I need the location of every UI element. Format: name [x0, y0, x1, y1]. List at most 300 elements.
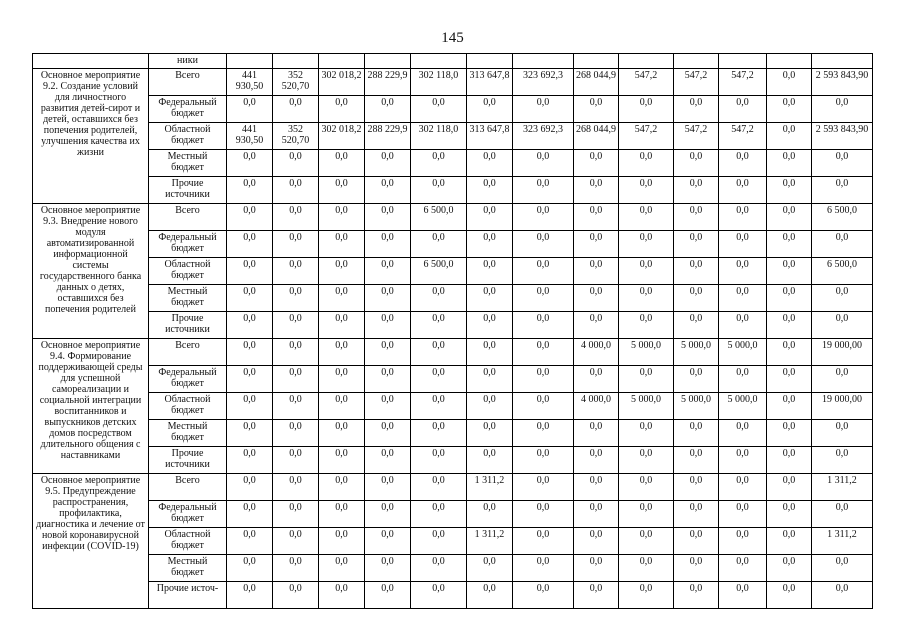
amount-cell: 0,0	[467, 177, 513, 204]
amount-cell: 0,0	[513, 501, 574, 528]
activity-name: Основное мероприятие 9.5. Предупреждение распространения, профилактика, диагностика и лечение от новой коронавирусной инфекции (COVID-19)	[33, 474, 149, 609]
amount-cell: 0,0	[227, 447, 273, 474]
amount-cell: 0,0	[227, 204, 273, 231]
table-row	[33, 69, 873, 96]
amount-cell: 0,0	[574, 285, 619, 312]
amount-cell: 0,0	[812, 420, 873, 447]
amount-cell: 0,0	[319, 96, 365, 123]
amount-cell: 0,0	[619, 285, 674, 312]
amount-cell: 441 930,50	[227, 123, 273, 150]
amount-cell: 0,0	[513, 285, 574, 312]
table-row	[33, 285, 873, 312]
amount-cell: 0,0	[273, 177, 319, 204]
amount-cell: 0,0	[619, 312, 674, 339]
amount-cell: 0,0	[227, 501, 273, 528]
amount-cell: 0,0	[719, 150, 767, 177]
table-row	[33, 177, 873, 204]
amount-cell: 0,0	[812, 96, 873, 123]
amount-cell: 268 044,9	[574, 123, 619, 150]
amount-cell: 0,0	[674, 312, 719, 339]
amount-cell: 0,0	[411, 474, 467, 501]
amount-cell: 0,0	[812, 231, 873, 258]
amount-cell: 0,0	[365, 231, 411, 258]
amount-cell: 0,0	[227, 177, 273, 204]
funding-source: Областной бюджет	[149, 123, 227, 150]
amount-cell: 547,2	[719, 123, 767, 150]
amount-cell: 0,0	[619, 447, 674, 474]
funding-source: Прочие источники	[149, 177, 227, 204]
amount-cell: 0,0	[674, 177, 719, 204]
amount-cell: 0,0	[574, 501, 619, 528]
amount-cell: 0,0	[227, 393, 273, 420]
amount-cell: 0,0	[319, 393, 365, 420]
amount-cell: 0,0	[719, 555, 767, 582]
amount-cell: 0,0	[619, 366, 674, 393]
amount-cell: 4 000,0	[574, 339, 619, 366]
amount-cell: 0,0	[467, 393, 513, 420]
amount-cell: 2 593 843,90	[812, 123, 873, 150]
amount-cell: 0,0	[273, 582, 319, 609]
amount-cell: 0,0	[411, 150, 467, 177]
amount-cell: 0,0	[319, 366, 365, 393]
amount-cell: 1 311,2	[467, 528, 513, 555]
amount-cell: 0,0	[513, 582, 574, 609]
amount-cell: 0,0	[767, 366, 812, 393]
amount-cell: 0,0	[719, 312, 767, 339]
amount-cell: 6 500,0	[812, 258, 873, 285]
funding-source: Всего	[149, 69, 227, 96]
amount-cell: 0,0	[619, 177, 674, 204]
amount-cell: 0,0	[467, 420, 513, 447]
amount-cell: 0,0	[319, 312, 365, 339]
funding-source: Всего	[149, 339, 227, 366]
funding-source: Местный бюджет	[149, 150, 227, 177]
amount-cell: 5 000,0	[619, 339, 674, 366]
amount-cell: 0,0	[674, 96, 719, 123]
amount-cell: 0,0	[767, 69, 812, 96]
amount-cell: 0,0	[767, 285, 812, 312]
amount-cell: 313 647,8	[467, 123, 513, 150]
amount-cell: 0,0	[574, 258, 619, 285]
amount-cell: 0,0	[227, 231, 273, 258]
amount-cell: 0,0	[674, 528, 719, 555]
amount-cell: 0,0	[227, 150, 273, 177]
amount-cell: 0,0	[411, 339, 467, 366]
amount-cell: 0,0	[365, 285, 411, 312]
amount-cell: 302 118,0	[411, 123, 467, 150]
funding-source: Областной бюджет	[149, 258, 227, 285]
amount-cell: 5 000,0	[619, 393, 674, 420]
amount-cell: 0,0	[227, 258, 273, 285]
amount-cell: 268 044,9	[574, 69, 619, 96]
amount-cell: 0,0	[719, 366, 767, 393]
amount-cell: 0,0	[719, 231, 767, 258]
amount-cell: 0,0	[674, 582, 719, 609]
activity-name: Основное мероприятие 9.4. Формирование поддерживающей среды для успешной самореализации и социальной интеграции воспитанников и выпускников детских домов посредством длительного общения с наставниками	[33, 339, 149, 474]
amount-cell: 323 692,3	[513, 69, 574, 96]
amount-cell: 0,0	[467, 258, 513, 285]
amount-cell: 0,0	[513, 231, 574, 258]
amount-cell: 0,0	[674, 258, 719, 285]
table-row	[33, 393, 873, 420]
amount-cell: 0,0	[467, 96, 513, 123]
amount-cell: 0,0	[365, 447, 411, 474]
table-row	[33, 312, 873, 339]
amount-cell: 0,0	[467, 447, 513, 474]
amount-cell: 6 500,0	[812, 204, 873, 231]
amount-cell: 0,0	[227, 285, 273, 312]
amount-cell: 1 311,2	[812, 474, 873, 501]
amount-cell: 0,0	[227, 528, 273, 555]
funding-source: Федеральный бюджет	[149, 231, 227, 258]
amount-cell: 302 018,2	[319, 123, 365, 150]
amount-cell: 6 500,0	[411, 204, 467, 231]
amount-cell: 0,0	[365, 393, 411, 420]
amount-cell: 0,0	[812, 366, 873, 393]
header-continuation-row	[33, 54, 873, 69]
amount-cell: 0,0	[319, 474, 365, 501]
amount-cell: 0,0	[513, 528, 574, 555]
amount-cell: 0,0	[767, 339, 812, 366]
amount-cell: 0,0	[574, 582, 619, 609]
amount-cell: 0,0	[319, 177, 365, 204]
amount-cell: 1 311,2	[812, 528, 873, 555]
amount-cell: 302 018,2	[319, 69, 365, 96]
amount-cell: 0,0	[619, 204, 674, 231]
table-row	[33, 582, 873, 609]
table-row	[33, 528, 873, 555]
amount-cell: 0,0	[767, 231, 812, 258]
amount-cell: 19 000,00	[812, 393, 873, 420]
amount-cell: 0,0	[227, 555, 273, 582]
amount-cell: 0,0	[411, 420, 467, 447]
amount-cell: 0,0	[674, 204, 719, 231]
amount-cell: 0,0	[365, 204, 411, 231]
amount-cell: 0,0	[674, 285, 719, 312]
amount-cell: 0,0	[513, 420, 574, 447]
header-continuation-empty	[33, 54, 149, 69]
amount-cell: 288 229,9	[365, 123, 411, 150]
amount-cell: 0,0	[574, 204, 619, 231]
amount-cell: 0,0	[674, 420, 719, 447]
amount-cell: 0,0	[273, 285, 319, 312]
amount-cell: 0,0	[273, 528, 319, 555]
amount-cell: 0,0	[319, 285, 365, 312]
amount-cell: 313 647,8	[467, 69, 513, 96]
amount-cell: 0,0	[411, 501, 467, 528]
funding-source: Всего	[149, 204, 227, 231]
amount-cell: 0,0	[674, 474, 719, 501]
amount-cell: 547,2	[719, 69, 767, 96]
amount-cell: 0,0	[674, 555, 719, 582]
amount-cell: 0,0	[719, 528, 767, 555]
amount-cell: 547,2	[674, 69, 719, 96]
amount-cell: 0,0	[767, 177, 812, 204]
amount-cell: 0,0	[467, 555, 513, 582]
amount-cell: 0,0	[467, 582, 513, 609]
amount-cell: 0,0	[812, 501, 873, 528]
amount-cell: 0,0	[411, 285, 467, 312]
amount-cell: 288 229,9	[365, 69, 411, 96]
amount-cell: 0,0	[513, 204, 574, 231]
table-row	[33, 420, 873, 447]
amount-cell: 0,0	[273, 339, 319, 366]
amount-cell: 0,0	[574, 177, 619, 204]
page-number: 145	[441, 30, 464, 46]
table-row	[33, 123, 873, 150]
amount-cell: 0,0	[273, 555, 319, 582]
funding-source: Местный бюджет	[149, 420, 227, 447]
amount-cell: 0,0	[513, 96, 574, 123]
amount-cell: 0,0	[365, 312, 411, 339]
amount-cell: 0,0	[513, 177, 574, 204]
amount-cell: 0,0	[467, 150, 513, 177]
amount-cell: 0,0	[674, 231, 719, 258]
amount-cell: 0,0	[227, 339, 273, 366]
amount-cell: 0,0	[574, 420, 619, 447]
amount-cell: 0,0	[467, 204, 513, 231]
amount-cell: 0,0	[513, 339, 574, 366]
amount-cell: 0,0	[365, 366, 411, 393]
amount-cell: 0,0	[319, 582, 365, 609]
amount-cell: 0,0	[619, 474, 674, 501]
amount-cell: 0,0	[767, 447, 812, 474]
amount-cell: 0,0	[767, 393, 812, 420]
amount-cell: 0,0	[619, 582, 674, 609]
amount-cell: 0,0	[767, 312, 812, 339]
amount-cell: 0,0	[767, 204, 812, 231]
amount-cell: 302 118,0	[411, 69, 467, 96]
amount-cell: 0,0	[227, 312, 273, 339]
funding-source: Областной бюджет	[149, 528, 227, 555]
table-row	[33, 339, 873, 366]
amount-cell: 0,0	[719, 474, 767, 501]
amount-cell: 5 000,0	[719, 393, 767, 420]
amount-cell: 0,0	[273, 231, 319, 258]
table-row	[33, 366, 873, 393]
funding-source: Областной бюджет	[149, 393, 227, 420]
amount-cell: 0,0	[812, 150, 873, 177]
header-continuation-text: ники	[149, 54, 227, 69]
table-row	[33, 501, 873, 528]
amount-cell: 0,0	[467, 339, 513, 366]
budget-table	[32, 53, 873, 609]
amount-cell: 0,0	[767, 96, 812, 123]
amount-cell: 0,0	[619, 528, 674, 555]
amount-cell: 0,0	[719, 204, 767, 231]
amount-cell: 0,0	[227, 366, 273, 393]
table-row	[33, 96, 873, 123]
table-row	[33, 474, 873, 501]
amount-cell: 0,0	[513, 312, 574, 339]
amount-cell: 5 000,0	[719, 339, 767, 366]
amount-cell: 0,0	[812, 285, 873, 312]
amount-cell: 0,0	[411, 393, 467, 420]
amount-cell: 0,0	[619, 420, 674, 447]
amount-cell: 0,0	[467, 501, 513, 528]
amount-cell: 0,0	[767, 582, 812, 609]
amount-cell: 0,0	[365, 420, 411, 447]
amount-cell: 0,0	[319, 258, 365, 285]
amount-cell: 2 593 843,90	[812, 69, 873, 96]
amount-cell: 0,0	[411, 447, 467, 474]
amount-cell: 0,0	[513, 393, 574, 420]
amount-cell: 0,0	[319, 204, 365, 231]
amount-cell: 0,0	[513, 150, 574, 177]
amount-cell: 1 311,2	[467, 474, 513, 501]
amount-cell: 0,0	[767, 420, 812, 447]
amount-cell: 0,0	[365, 501, 411, 528]
amount-cell: 0,0	[719, 285, 767, 312]
amount-cell: 0,0	[767, 123, 812, 150]
amount-cell: 4 000,0	[574, 393, 619, 420]
amount-cell: 0,0	[227, 420, 273, 447]
amount-cell: 0,0	[767, 474, 812, 501]
amount-cell: 0,0	[574, 96, 619, 123]
amount-cell: 0,0	[719, 501, 767, 528]
amount-cell: 0,0	[467, 366, 513, 393]
amount-cell: 6 500,0	[411, 258, 467, 285]
funding-source: Всего	[149, 474, 227, 501]
amount-cell: 0,0	[619, 501, 674, 528]
amount-cell: 0,0	[365, 474, 411, 501]
amount-cell: 0,0	[574, 231, 619, 258]
amount-cell: 0,0	[411, 555, 467, 582]
amount-cell: 0,0	[574, 366, 619, 393]
amount-cell: 0,0	[719, 96, 767, 123]
amount-cell: 0,0	[365, 96, 411, 123]
amount-cell: 0,0	[467, 285, 513, 312]
amount-cell: 0,0	[674, 150, 719, 177]
table-row	[33, 231, 873, 258]
amount-cell: 0,0	[767, 555, 812, 582]
amount-cell: 0,0	[812, 177, 873, 204]
amount-cell: 0,0	[513, 447, 574, 474]
table-row	[33, 150, 873, 177]
amount-cell: 0,0	[319, 447, 365, 474]
amount-cell: 0,0	[574, 528, 619, 555]
amount-cell: 0,0	[411, 96, 467, 123]
amount-cell: 0,0	[411, 366, 467, 393]
amount-cell: 0,0	[273, 96, 319, 123]
amount-cell: 0,0	[619, 96, 674, 123]
amount-cell: 0,0	[273, 474, 319, 501]
amount-cell: 0,0	[365, 528, 411, 555]
amount-cell: 0,0	[574, 312, 619, 339]
amount-cell: 0,0	[273, 447, 319, 474]
amount-cell: 0,0	[619, 150, 674, 177]
amount-cell: 0,0	[365, 555, 411, 582]
funding-source: Федеральный бюджет	[149, 501, 227, 528]
amount-cell: 547,2	[619, 123, 674, 150]
amount-cell: 5 000,0	[674, 339, 719, 366]
activity-name: Основное мероприятие 9.2. Создание условий для личностного развития детей-сирот и детей, оставшихся без попечения родителей, улучшения качества их жизни	[33, 69, 149, 204]
amount-cell: 0,0	[365, 258, 411, 285]
amount-cell: 323 692,3	[513, 123, 574, 150]
amount-cell: 0,0	[767, 150, 812, 177]
amount-cell: 0,0	[273, 366, 319, 393]
amount-cell: 0,0	[319, 501, 365, 528]
funding-source: Прочие источники	[149, 312, 227, 339]
amount-cell: 0,0	[574, 555, 619, 582]
amount-cell: 0,0	[619, 231, 674, 258]
table-row	[33, 258, 873, 285]
amount-cell: 0,0	[767, 528, 812, 555]
amount-cell: 0,0	[513, 474, 574, 501]
amount-cell: 0,0	[273, 312, 319, 339]
amount-cell: 0,0	[812, 582, 873, 609]
amount-cell: 0,0	[411, 312, 467, 339]
amount-cell: 0,0	[319, 339, 365, 366]
amount-cell: 0,0	[674, 447, 719, 474]
amount-cell: 0,0	[273, 150, 319, 177]
amount-cell: 352 520,70	[273, 123, 319, 150]
table-row	[33, 555, 873, 582]
amount-cell: 0,0	[812, 312, 873, 339]
amount-cell: 0,0	[365, 177, 411, 204]
amount-cell: 0,0	[365, 582, 411, 609]
funding-source: Прочие источники	[149, 447, 227, 474]
amount-cell: 0,0	[719, 582, 767, 609]
amount-cell: 547,2	[674, 123, 719, 150]
funding-source: Местный бюджет	[149, 285, 227, 312]
amount-cell: 0,0	[227, 474, 273, 501]
amount-cell: 0,0	[467, 231, 513, 258]
amount-cell: 0,0	[513, 366, 574, 393]
amount-cell: 0,0	[574, 150, 619, 177]
amount-cell: 0,0	[411, 582, 467, 609]
amount-cell: 0,0	[812, 555, 873, 582]
amount-cell: 0,0	[227, 96, 273, 123]
funding-source: Прочие источ-	[149, 582, 227, 609]
amount-cell: 0,0	[574, 447, 619, 474]
amount-cell: 0,0	[513, 555, 574, 582]
amount-cell: 0,0	[411, 528, 467, 555]
amount-cell: 0,0	[273, 501, 319, 528]
amount-cell: 0,0	[674, 366, 719, 393]
amount-cell: 0,0	[273, 393, 319, 420]
activity-name: Основное мероприятие 9.3. Внедрение нового модуля автоматизированной информационной системы государственного банка данных о детях, оставшихся без попечения родителей	[33, 204, 149, 339]
amount-cell: 0,0	[227, 582, 273, 609]
amount-cell: 0,0	[812, 447, 873, 474]
amount-cell: 0,0	[273, 204, 319, 231]
amount-cell: 5 000,0	[674, 393, 719, 420]
amount-cell: 0,0	[273, 258, 319, 285]
amount-cell: 0,0	[513, 258, 574, 285]
amount-cell: 0,0	[319, 231, 365, 258]
amount-cell: 0,0	[719, 447, 767, 474]
amount-cell: 0,0	[365, 339, 411, 366]
amount-cell: 352 520,70	[273, 69, 319, 96]
amount-cell: 0,0	[574, 474, 619, 501]
amount-cell: 0,0	[319, 555, 365, 582]
amount-cell: 19 000,00	[812, 339, 873, 366]
amount-cell: 0,0	[319, 420, 365, 447]
table-row	[33, 447, 873, 474]
amount-cell: 0,0	[674, 501, 719, 528]
amount-cell: 0,0	[619, 258, 674, 285]
funding-source: Местный бюджет	[149, 555, 227, 582]
amount-cell: 0,0	[619, 555, 674, 582]
amount-cell: 0,0	[411, 177, 467, 204]
table-row	[33, 204, 873, 231]
table-body	[33, 54, 873, 609]
amount-cell: 0,0	[467, 312, 513, 339]
amount-cell: 0,0	[767, 258, 812, 285]
amount-cell: 0,0	[767, 501, 812, 528]
amount-cell: 0,0	[719, 258, 767, 285]
funding-source: Федеральный бюджет	[149, 366, 227, 393]
